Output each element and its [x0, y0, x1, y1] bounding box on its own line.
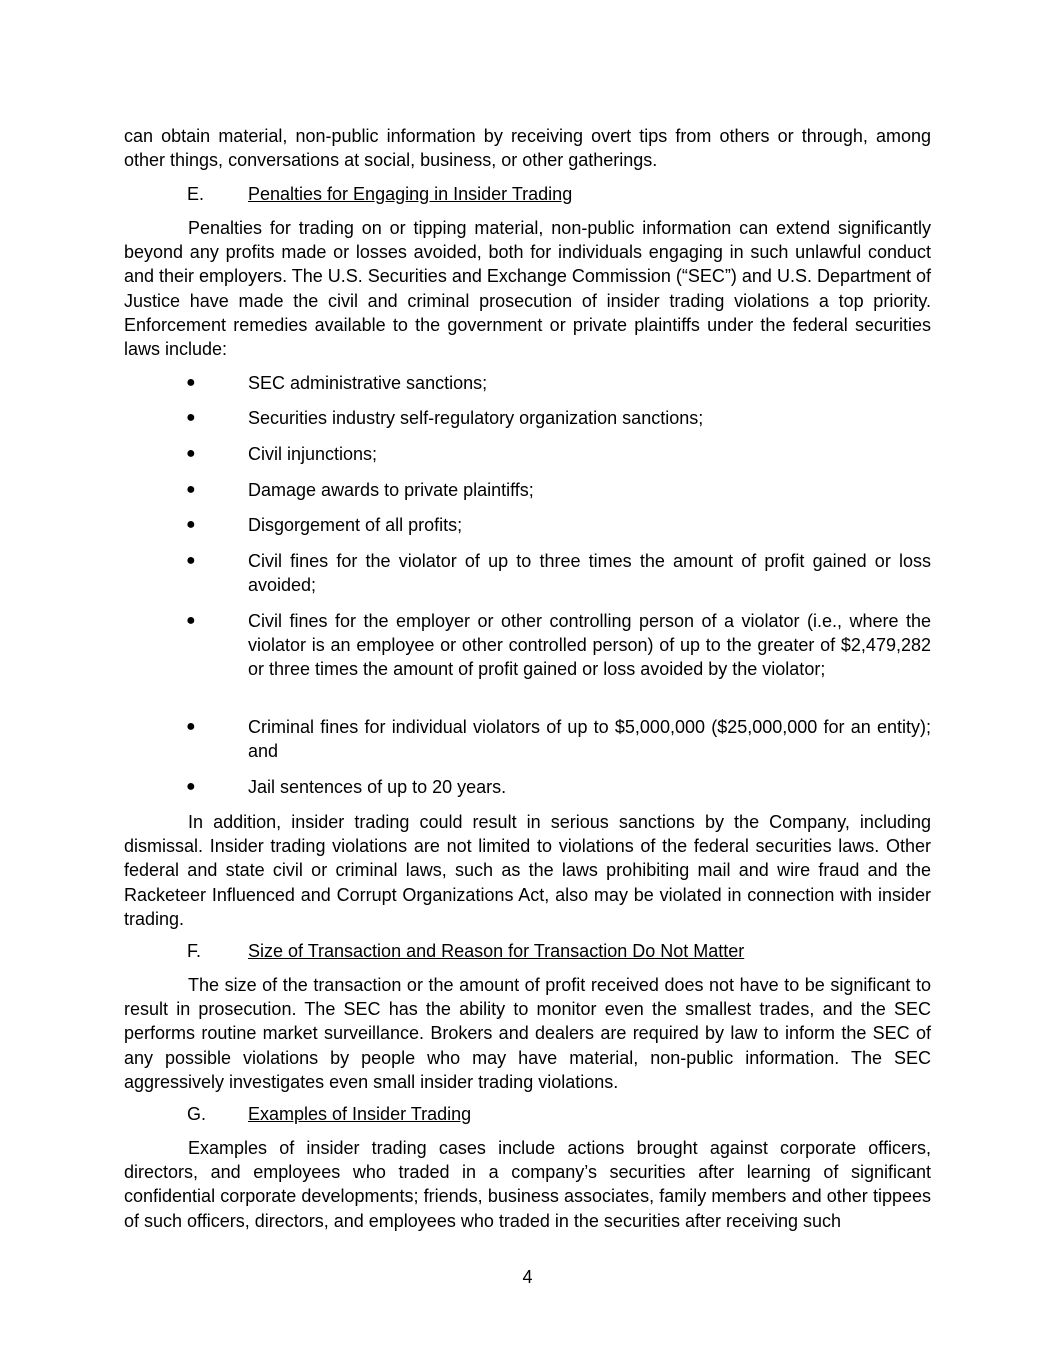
section-e-title: Penalties for Engaging in Insider Trading — [248, 184, 573, 204]
bullet-icon: ● — [186, 552, 196, 569]
list-item-text: Jail sentences of up to 20 years. — [248, 777, 507, 797]
section-g-title: Examples of Insider Trading — [248, 1104, 472, 1124]
list-item-text: Civil fines for the violator of up to three times the amount of profit gained or loss avoided; — [248, 551, 931, 596]
bullet-icon: ● — [186, 409, 196, 426]
page-number: 4 — [522, 1267, 533, 1287]
penalties-paragraph: Penalties for trading on or tipping material, non-public information can extend significantly beyond any profits made or losses avoided, both for individuals engaging in such unlawful conduct and their employers. The U.S. Securities and Exchange Commission (“SEC”) and U.S. Department of Justice have made the civil and criminal prosecution of insider trading violations a top priority. Enforcement remedies available to the government or private plaintiffs under the federal securities laws include: — [124, 218, 932, 360]
section-f-title: Size of Transaction and Reason for Transaction Do Not Matter — [248, 941, 745, 961]
section-e-letter: E. — [187, 184, 205, 204]
list-item-text: Disgorgement of all profits; — [248, 515, 463, 535]
list-item-text: Damage awards to private plaintiffs; — [248, 480, 534, 500]
examples-paragraph: Examples of insider trading cases include actions brought against corporate officers, directors, and employees who traded in a company’s securities after learning of significant confidential corporate developments; friends, business associates, family members and other tippees of such officers, directors, and employees who traded in the securities after receiving such — [124, 1138, 931, 1231]
opening-paragraph: can obtain material, non-public information by receiving overt tips from others or through, among other things, conversations at social, business, or other gatherings. — [124, 126, 931, 171]
section-f-heading — [187, 939, 931, 963]
bullet-icon: ● — [186, 374, 196, 391]
list-item-text: Civil injunctions; — [248, 444, 378, 464]
bullet-icon: ● — [186, 778, 196, 795]
bullet-icon: ● — [186, 516, 196, 533]
list-item-text: Criminal fines for individual violators of up to $5,000,000 ($25,000,000 for an entity); and — [248, 717, 931, 762]
section-e-heading — [187, 182, 931, 206]
bullet-icon: ● — [186, 445, 196, 462]
bullet-icon: ● — [186, 718, 196, 735]
bullet-icon: ● — [186, 481, 196, 498]
list-item-text: SEC administrative sanctions; — [248, 373, 488, 393]
section-g-heading — [187, 1102, 931, 1126]
list-item-text: Securities industry self-regulatory organization sanctions; — [248, 408, 704, 428]
bullet-icon: ● — [186, 612, 196, 629]
list-item-text: Civil fines for the employer or other controlling person of a violator (i.e., where the violator is an employee or other controlled person) of up to the greater of $2,479,282 or three times the amount of profit gained or loss avoided by the violator; — [248, 611, 931, 680]
additional-sanctions-paragraph: In addition, insider trading could result in serious sanctions by the Company, including dismissal. Insider trading violations are not limited to violations of the federal securities laws. Other federal and state civil or criminal laws, such as the laws prohibiting mail and wire fraud and the Racketeer Influenced and Corrupt Organizations Act, also may be violated in connection with insider trading. — [124, 812, 931, 929]
section-g-letter: G. — [187, 1104, 207, 1124]
section-f-letter: F. — [187, 941, 202, 961]
transaction-size-paragraph: The size of the transaction or the amount of profit received does not have to be significant to result in prosecution. The SEC has the ability to monitor even the smallest trades, and the SEC performs routine market surveillance. Brokers and dealers are required by law to inform the SEC of any possible violations by people who may have material, non-public information. The SEC aggressively investigates even small insider trading violations. — [124, 975, 931, 1092]
